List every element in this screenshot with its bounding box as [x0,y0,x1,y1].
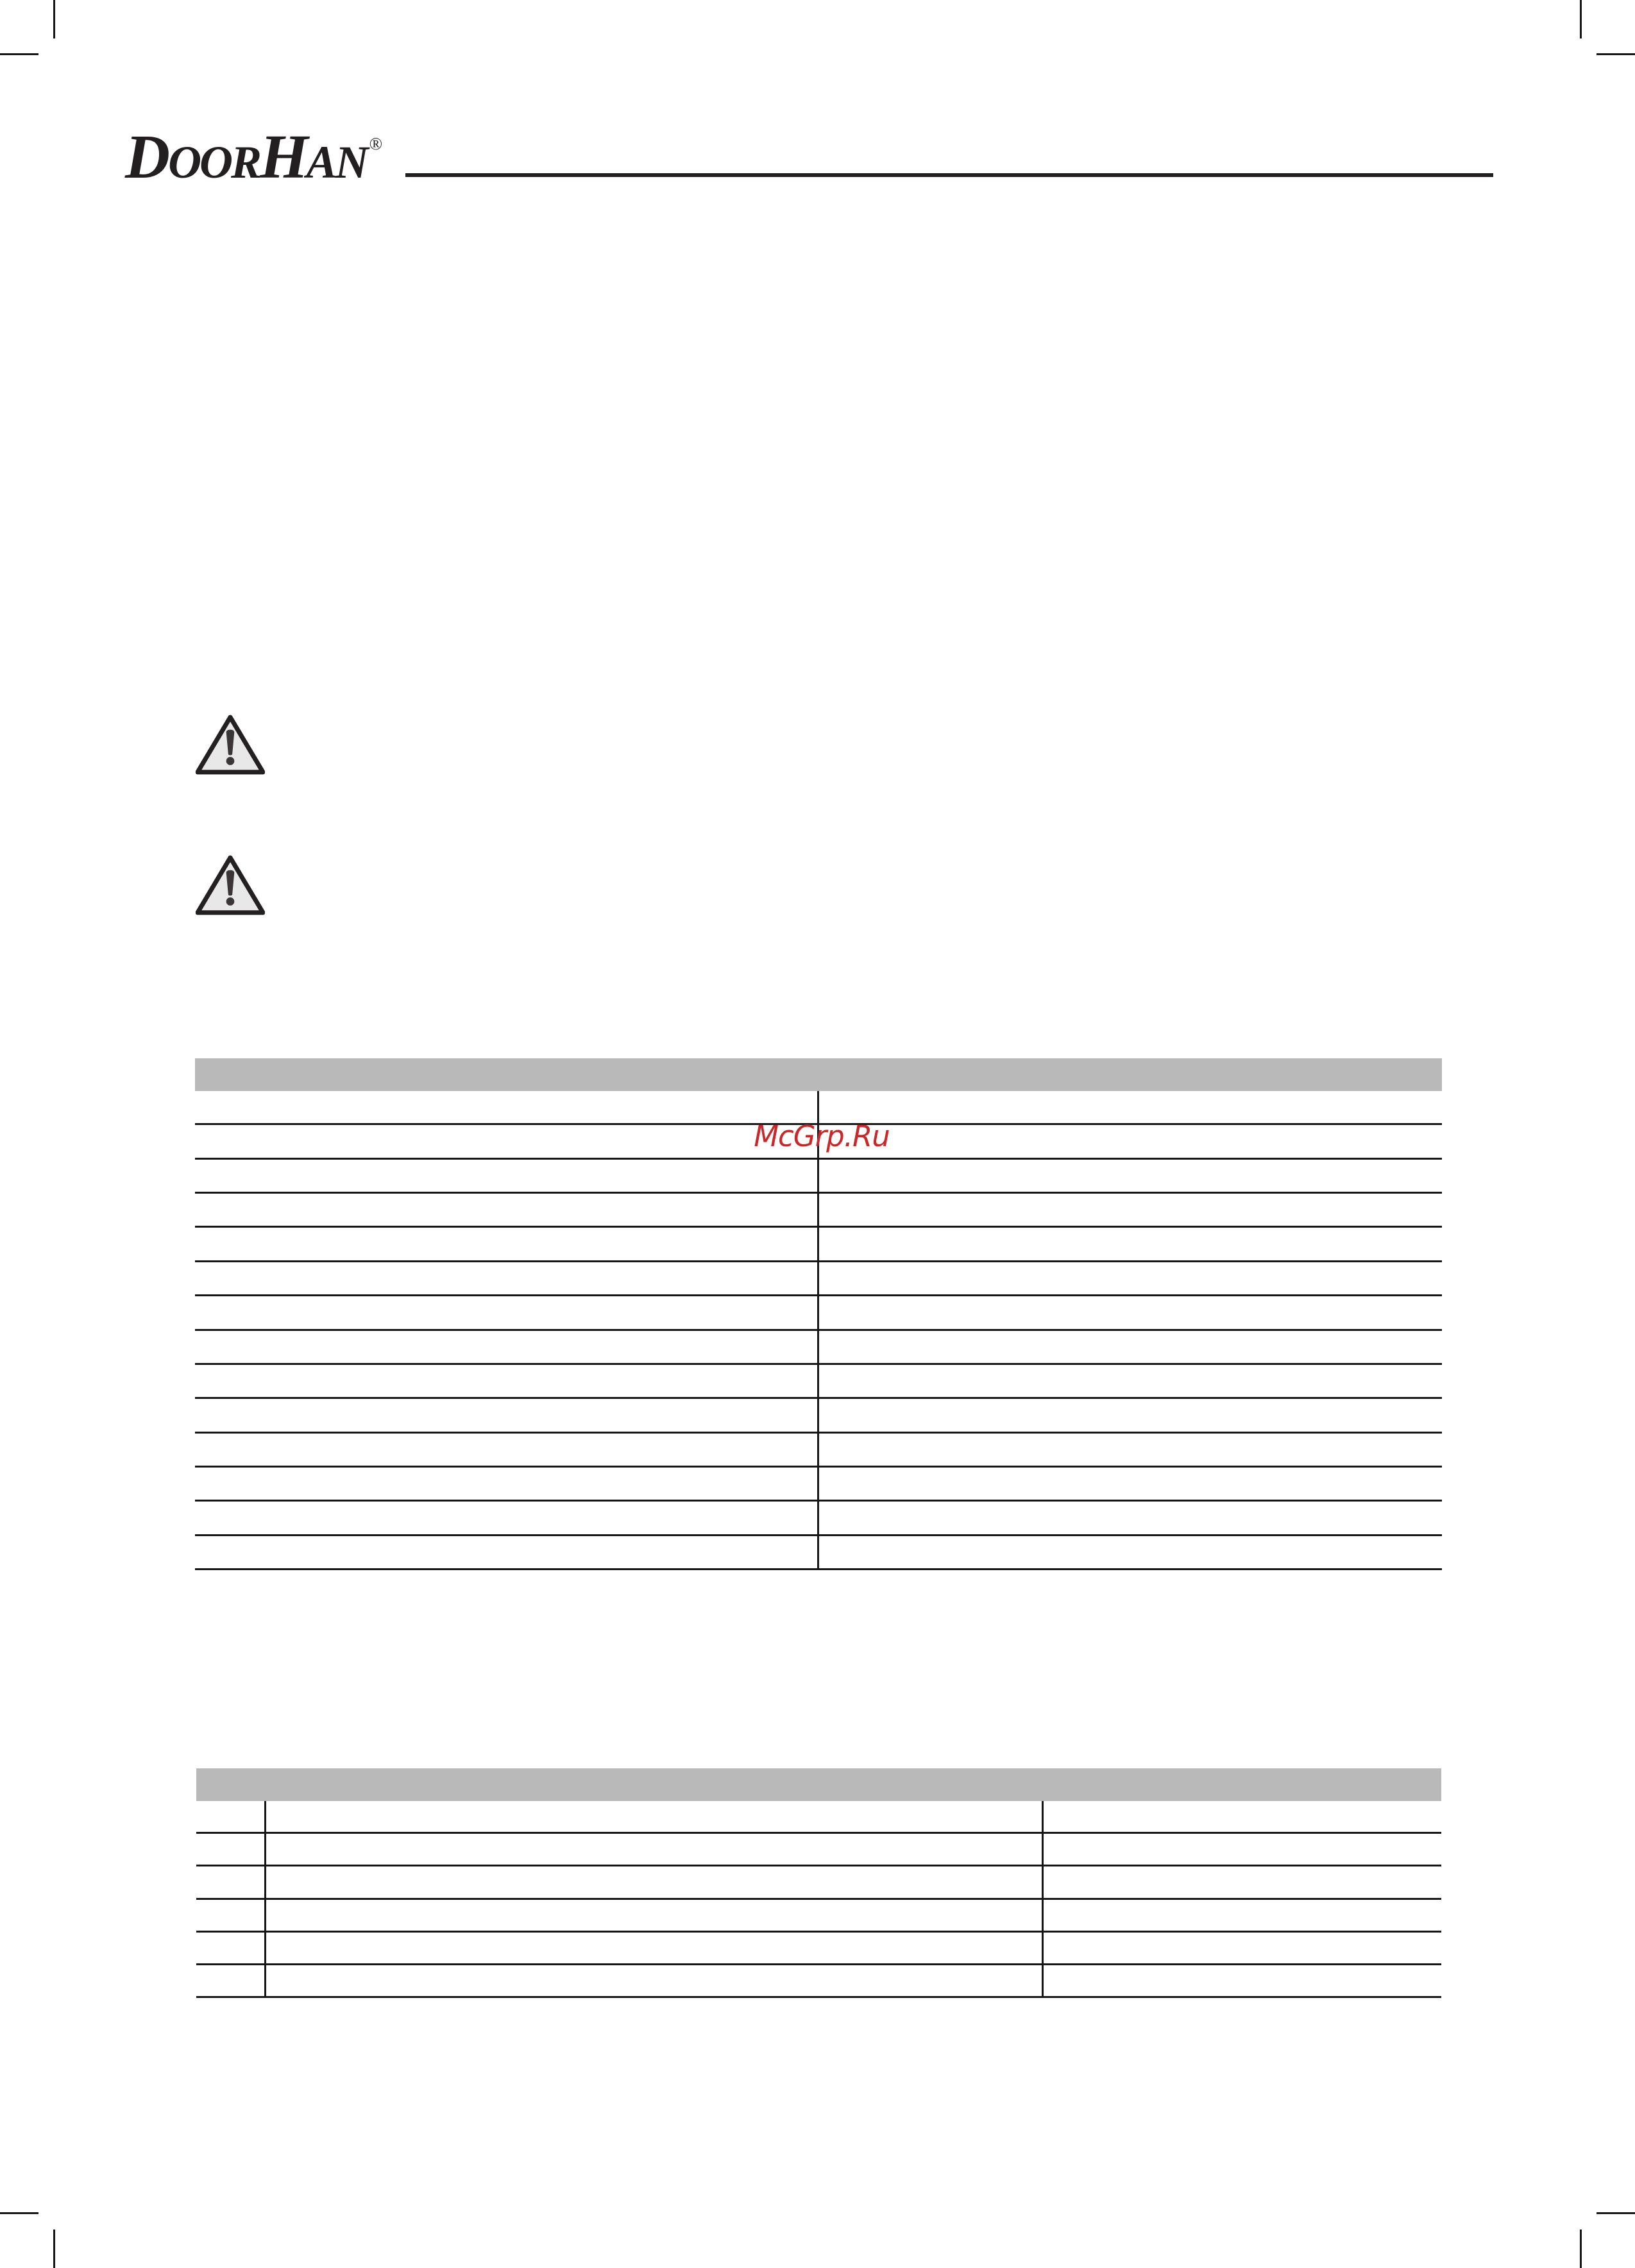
crop-mark-top-right-vertical [1580,0,1582,38]
registered-trademark-symbol: ® [369,134,383,153]
table-row [196,1801,1441,1834]
upper-table-column-divider [817,1091,819,1570]
table-row [196,1933,1441,1965]
header-rule [405,173,1493,177]
table-row [196,1965,1441,1998]
crop-mark-bottom-left-horizontal [0,2212,38,2214]
crop-mark-bottom-right-vertical [1580,2230,1582,2268]
warning-triangle-icon [196,714,265,775]
lower-table-header-band [196,1768,1441,1801]
crop-mark-top-left-horizontal [0,53,38,55]
crop-mark-bottom-right-horizontal [1597,2212,1635,2214]
warning-triangle-icon [196,854,265,916]
crop-mark-bottom-left-vertical [53,2230,55,2268]
table-row [196,1834,1441,1866]
mcgrp-watermark: McGrp.Ru [754,1119,890,1153]
logo-letter: D [125,123,169,191]
logo-letter: H [260,123,307,191]
table-row [196,1900,1441,1933]
crop-mark-top-right-horizontal [1597,53,1635,55]
lower-empty-table [196,1768,1441,1998]
lower-table-column-divider-2 [1042,1801,1044,1998]
lower-table-rows [196,1801,1441,1998]
upper-table-header-band [195,1058,1442,1091]
table-row [196,1866,1441,1899]
logo-letters: AN [306,137,367,188]
logo-letters: OOR [168,137,260,188]
lower-table-column-divider-1 [264,1801,266,1998]
doorhan-logo [125,123,383,191]
crop-mark-top-left-vertical [53,0,55,38]
